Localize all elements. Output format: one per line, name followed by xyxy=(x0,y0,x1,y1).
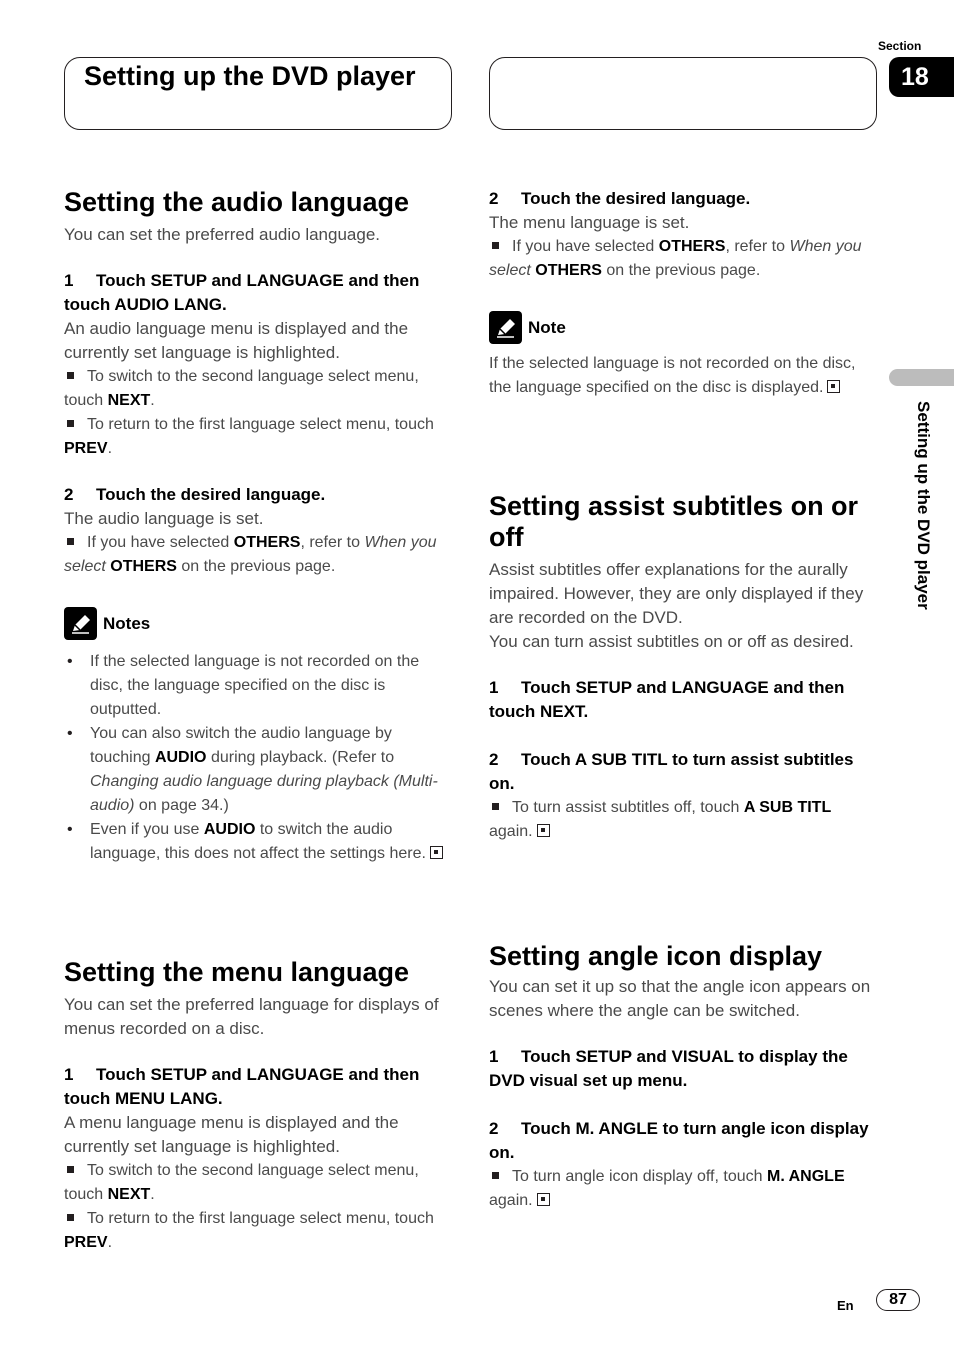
menu-intro: You can set the preferred language for displays of menus recorded on a disc. xyxy=(64,995,439,1038)
subtitles-step-1: 1 Touch SETUP and LANGUAGE and then touch NEXT. xyxy=(489,678,845,721)
audio-step-1-text: Touch SETUP and LANGUAGE and then touch AUDIO LANG. xyxy=(64,271,420,314)
menu-heading: Setting the menu language xyxy=(64,957,410,987)
pencil-note-icon xyxy=(64,607,97,640)
menu-step-2: 2 Touch the desired language. xyxy=(489,189,751,208)
side-tab-marker xyxy=(889,369,954,386)
angle-section xyxy=(489,941,874,1213)
bullet-square-icon xyxy=(67,1214,74,1221)
bullet-square-icon xyxy=(67,420,74,427)
menu-bullet-prev: To return to the first language select menu, touch PREV. xyxy=(64,1210,434,1251)
list-item: • You can also switch the audio language by touching AUDIO during playback. (Refer to Changing audio language during playback (Multi-audio) on page 34.) xyxy=(64,722,449,818)
audio-heading: Setting the audio language xyxy=(64,187,410,217)
subtitles-heading: Setting assist subtitles on or off xyxy=(489,491,859,552)
section-number: 18 xyxy=(889,57,954,97)
audio-step-1-num: 1 xyxy=(64,271,74,290)
audio-step-1 xyxy=(64,269,449,317)
menu-language-section xyxy=(64,957,449,1255)
audio-bullet-others: If you have selected OTHERS, refer to When you select OTHERS on the previous page. xyxy=(64,534,437,575)
audio-step-1-desc: An audio language menu is displayed and the currently set language is highlighted. xyxy=(64,319,409,362)
list-item: • Even if you use AUDIO to switch the audio language, this does not affect the settings here. xyxy=(64,818,449,866)
audio-step-2-desc: The audio language is set. xyxy=(64,509,264,528)
menu-note-text: If the selected language is not recorded on the disc, the language specified on the disc is displayed. xyxy=(489,355,856,396)
page-number: 87 xyxy=(876,1289,920,1311)
angle-intro: You can set it up so that the angle icon appears on scenes where the angle can be switched. xyxy=(489,977,871,1020)
angle-bullet-off: To turn angle icon display off, touch M. ANGLE again. xyxy=(489,1168,845,1209)
audio-notes-list xyxy=(64,650,449,866)
menu-note-header xyxy=(489,311,874,344)
subtitles-section xyxy=(489,491,874,844)
header-empty-box xyxy=(489,57,877,130)
audio-language-section xyxy=(64,187,449,866)
audio-intro: You can set the preferred audio language. xyxy=(64,225,381,244)
bullet-square-icon xyxy=(492,1172,499,1179)
audio-bullet-prev: To return to the first language select menu, touch PREV. xyxy=(64,416,434,457)
bullet-square-icon xyxy=(492,803,499,810)
end-mark-icon xyxy=(827,380,840,393)
angle-step-2: 2 Touch M. ANGLE to turn angle icon display on. xyxy=(489,1119,869,1162)
subtitles-bullet-off: To turn assist subtitles off, touch A SUB TITL again. xyxy=(489,799,832,840)
audio-step-2: 2 Touch the desired language. xyxy=(64,485,326,504)
bullet-square-icon xyxy=(492,242,499,249)
subtitles-intro-2: You can turn assist subtitles on or off as desired. xyxy=(489,632,854,651)
bullet-square-icon xyxy=(67,1166,74,1173)
header-title: Setting up the DVD player xyxy=(84,61,416,91)
menu-step-1-desc: A menu language menu is displayed and the currently set language is highlighted. xyxy=(64,1113,399,1156)
pencil-note-icon xyxy=(489,311,522,344)
list-item: • If the selected language is not recorded on the disc, the language specified on the disc is outputted. xyxy=(64,650,449,722)
menu-bullet-next: To switch to the second language select menu, touch NEXT. xyxy=(64,1162,419,1203)
subtitles-intro-1: Assist subtitles offer explanations for the aurally impaired. However, they are only displayed if they are recorded on the DVD. xyxy=(489,560,864,627)
menu-note-label: Note xyxy=(528,317,566,337)
audio-notes-label: Notes xyxy=(103,613,151,633)
end-mark-icon xyxy=(430,846,443,859)
end-mark-icon xyxy=(537,824,550,837)
menu-language-continued xyxy=(489,187,874,400)
side-tab-text: Setting up the DVD player xyxy=(914,401,933,610)
bullet-square-icon xyxy=(67,372,74,379)
menu-step-1: 1 Touch SETUP and LANGUAGE and then touch MENU LANG. xyxy=(64,1065,420,1108)
angle-heading: Setting angle icon display xyxy=(489,941,823,971)
bullet-square-icon xyxy=(67,538,74,545)
audio-notes-header xyxy=(64,607,449,640)
footer-language: En xyxy=(837,1298,854,1313)
end-mark-icon xyxy=(537,1193,550,1206)
menu-bullet-others: If you have selected OTHERS, refer to When you select OTHERS on the previous page. xyxy=(489,238,862,279)
subtitles-step-2: 2 Touch A SUB TITL to turn assist subtitles on. xyxy=(489,750,854,793)
section-label: Section xyxy=(878,39,922,53)
menu-step-2-desc: The menu language is set. xyxy=(489,213,690,232)
audio-bullet-next: To switch to the second language select menu, touch NEXT. xyxy=(64,368,419,409)
angle-step-1: 1 Touch SETUP and VISUAL to display the DVD visual set up menu. xyxy=(489,1047,848,1090)
